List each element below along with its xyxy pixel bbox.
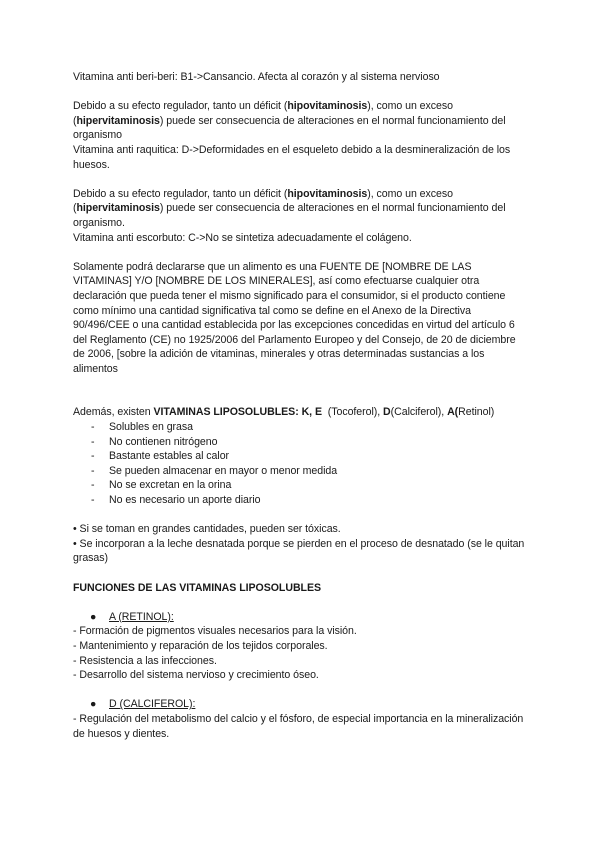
text: ) puede ser consecuencia de alteraciones en el normal funcionamiento del organismo <box>73 114 506 142</box>
vitamin-d-title: D (CALCIFEROL): <box>109 698 196 711</box>
paragraph-escorbuto: Vitamina anti escorbuto: C->No se sintetiza adecuadamente el colágeno. <box>73 231 412 244</box>
list-item: - No es necesario un aporte diario <box>73 493 525 508</box>
list-item: - Resistencia a las infecciones. <box>73 654 217 667</box>
text: (Tocoferol), <box>321 406 384 419</box>
section-heading: FUNCIONES DE LAS VITAMINAS LIPOSOLUBLES <box>73 581 321 594</box>
list-item: - Mantenimiento y reparación de los tejidos corporales. <box>73 639 328 652</box>
text: ) puede ser consecuencia de alteraciones en el normal funcionamiento del organismo. <box>73 202 506 229</box>
note-skimmed-milk: • Se incorporan a la leche desnatada porque se pierden en el proceso de desnatado (se le quitan grasas) <box>73 537 525 565</box>
paragraph-beriberi: Vitamina anti beri-beri: B1->Cansancio. Afecta al corazón y al sistema nervioso <box>73 71 440 83</box>
vitamin-a-title-line <box>73 610 525 625</box>
vitamin-d-title-line <box>73 697 525 712</box>
bold-term: D <box>383 406 391 419</box>
bold-term: hipovitaminosis <box>287 187 368 200</box>
document-page <box>73 70 525 741</box>
note-toxic: • Si se toman en grandes cantidades, pueden ser tóxicas. <box>73 523 341 536</box>
text: Debido a su efecto regulador, tanto un déficit ( <box>73 187 288 200</box>
properties-list <box>73 420 525 508</box>
text: Además, existen <box>73 406 154 419</box>
text: ), como un exceso ( <box>73 100 453 127</box>
list-item: - No contienen nitrógeno <box>73 435 525 450</box>
paragraph-liposolubles-intro <box>73 405 525 420</box>
list-item: - No se excretan en la orina <box>73 478 525 493</box>
bold-term: hipervitaminosis <box>76 114 160 127</box>
list-item: - Desarrollo del sistema nervioso y crecimiento óseo. <box>73 669 319 682</box>
text: Debido a su efecto regulador, tanto un déficit ( <box>73 100 288 113</box>
list-item: - Solubles en grasa <box>73 420 525 435</box>
paragraph-regulator-1 <box>73 99 525 143</box>
text: (Calciferol), <box>390 406 448 419</box>
bold-term: hipervitaminosis <box>76 202 160 215</box>
list-item: - Regulación del metabolismo del calcio y el fósforo, de especial importancia en la mineralización de huesos y dientes. <box>73 712 524 740</box>
text: ), como un exceso ( <box>73 187 453 215</box>
paragraph-fuente-declaration: Solamente podrá declararse que un alimento es una FUENTE DE [NOMBRE DE LAS VITAMINAS] Y/O [NOMBRE DE LOS MINERALES], así como efectuarse cualquier otra declaración que pueda tener el mismo significado para el consumidor, si el producto contiene como mínimo una cantidad significativa tal como se define en el Anexo de la Directiva 90/496/CEE o una cantidad establecida por las excepciones concedidas en virtud del artículo 6 del Reglamento (CE) no 1925/2006 del Parlamento Europeo y del Consejo, de 20 de diciembre de 2006, [sobre la adición de vitaminas, minerales y otras determinadas sustancias a los alimentos <box>73 260 516 375</box>
list-item: - Bastante estables al calor <box>73 449 525 464</box>
bullet-icon: ● <box>90 610 97 623</box>
paragraph-regulator-2 <box>73 187 525 231</box>
bold-term: hipovitaminosis <box>287 100 368 113</box>
list-item: - Se pueden almacenar en mayor o menor medida <box>73 464 525 479</box>
bold-term: A( <box>447 406 459 419</box>
text: Retinol) <box>458 406 495 419</box>
bold-term: VITAMINAS LIPOSOLUBLES: K, E <box>153 406 322 419</box>
list-item: - Formación de pigmentos visuales necesarios para la visión. <box>73 625 357 638</box>
paragraph-raquitica: Vitamina anti raquitica: D->Deformidades en el esqueleto debido a la desmineralización de los huesos. <box>73 143 511 171</box>
vitamin-a-title: A (RETINOL): <box>109 610 174 623</box>
bullet-icon: ● <box>90 698 97 711</box>
